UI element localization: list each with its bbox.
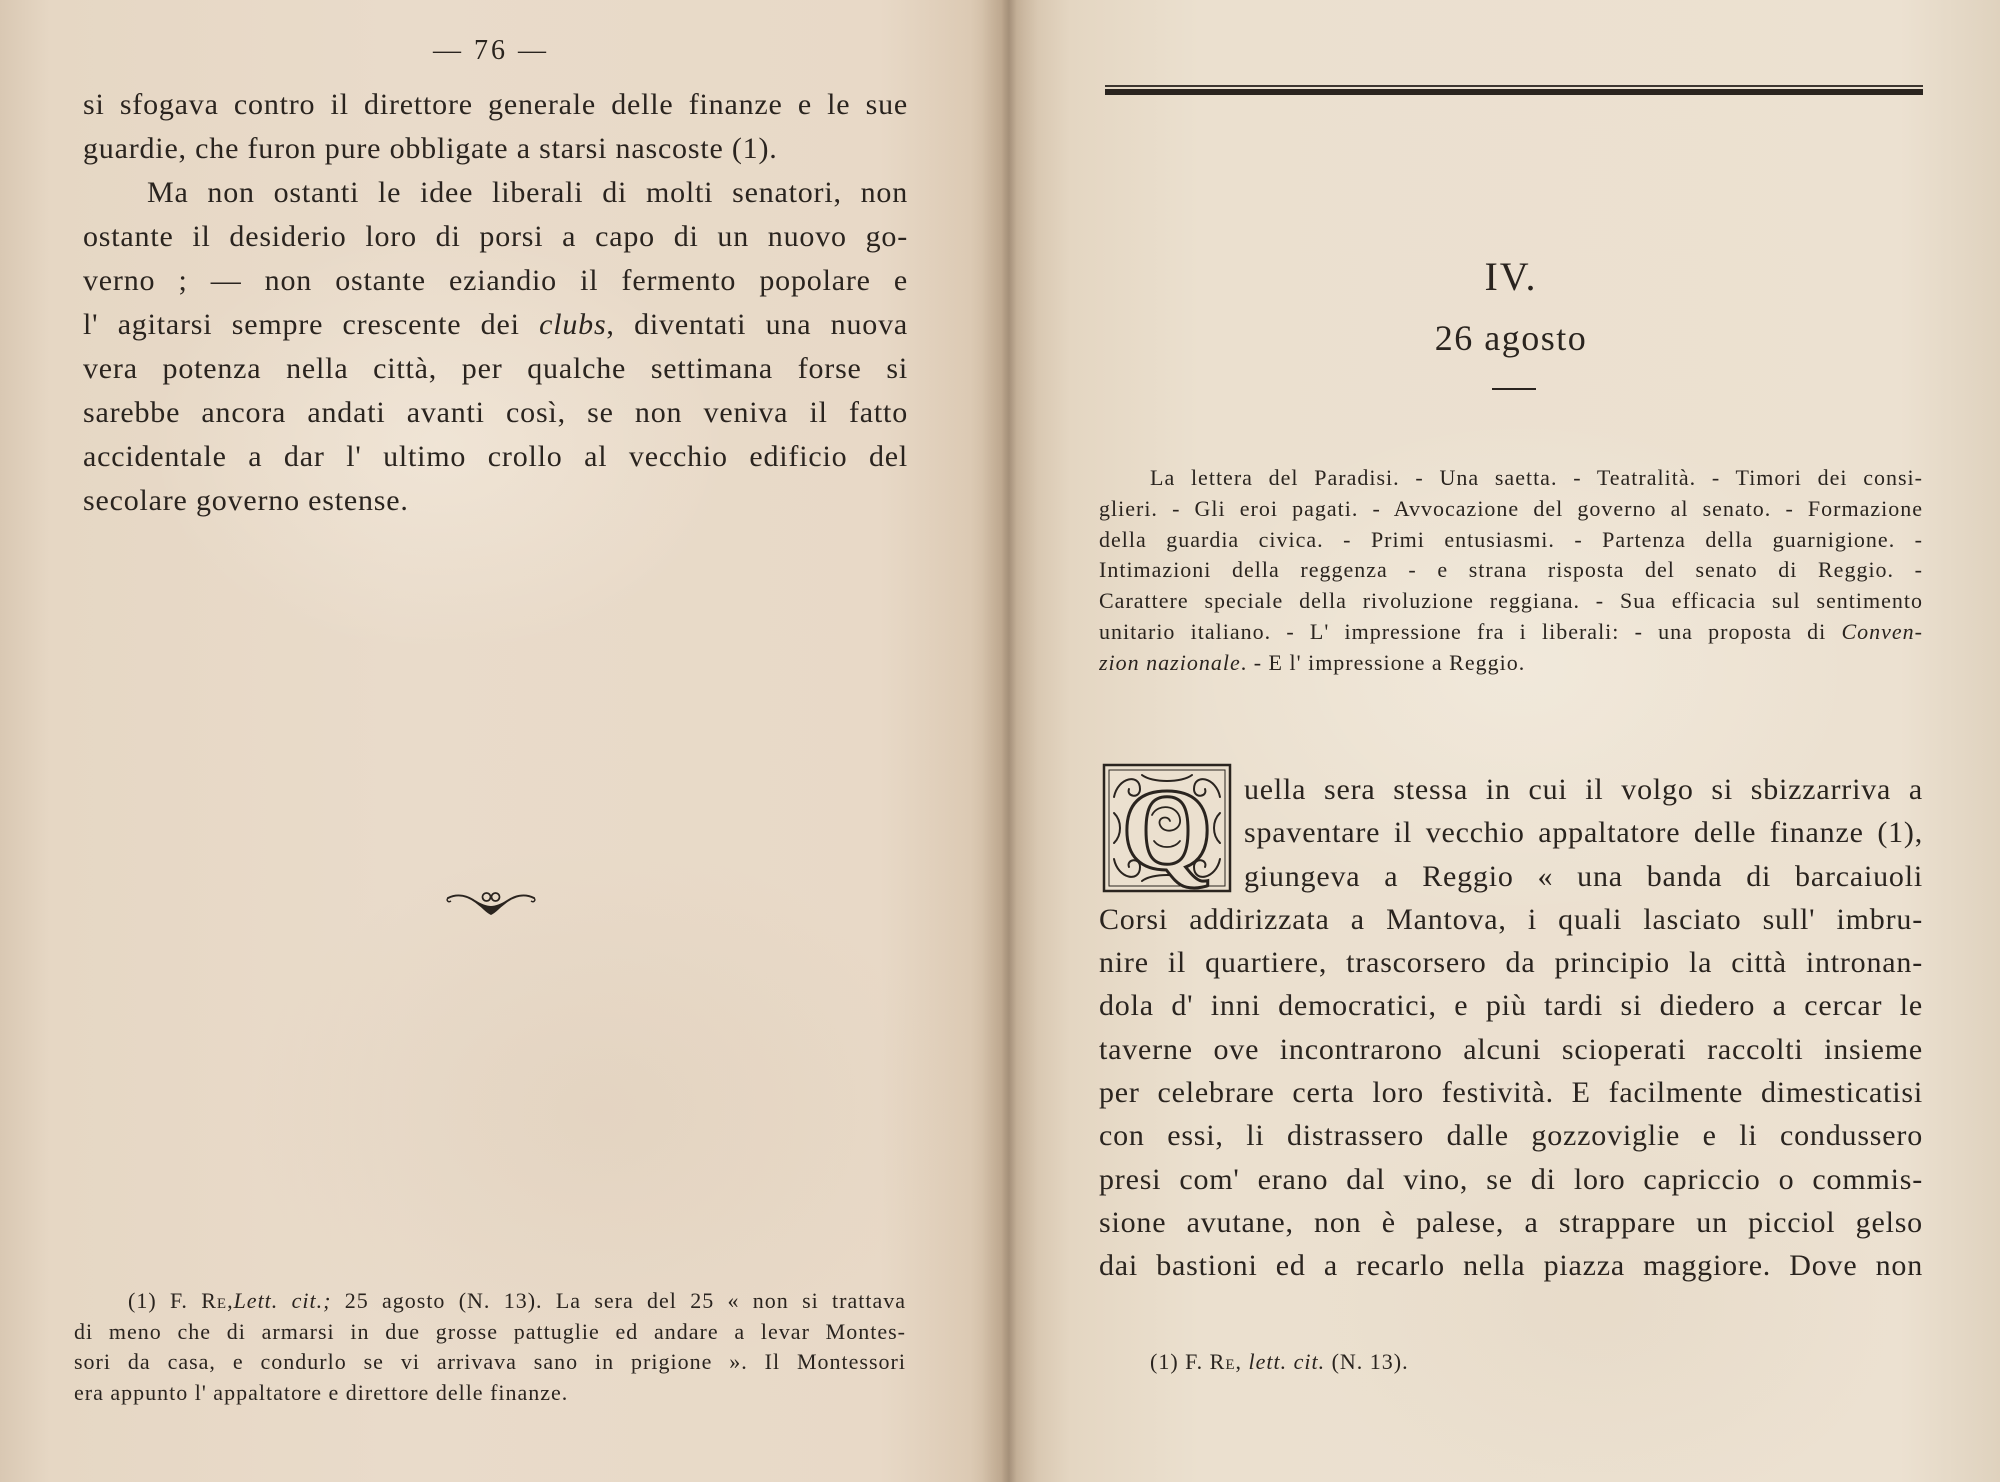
text-run: , diventati una nuova xyxy=(606,308,908,341)
body-line xyxy=(83,83,908,127)
title-rule xyxy=(1492,388,1536,390)
text-run: 25 agosto (N. 13). La sera del 25 « non si trattava xyxy=(331,1288,906,1313)
text-run: verno ; — non ostante eziandio il fermento popolare e xyxy=(83,264,908,297)
summary-line xyxy=(1099,463,1923,494)
body-line xyxy=(1099,1114,1923,1157)
right-page-footnote xyxy=(1150,1347,1650,1377)
text-run: per celebrare certa loro festività. E facilmente dimesticatisi xyxy=(1099,1076,1923,1110)
italic-run: clubs xyxy=(539,308,607,341)
body-line xyxy=(1099,984,1923,1027)
left-page-footnote xyxy=(74,1286,906,1408)
text-run: si sfogava contro il direttore generale delle finanze e le sue xyxy=(83,88,908,121)
left-page-body xyxy=(83,83,908,523)
page-gutter xyxy=(982,0,1038,1482)
text-run: , xyxy=(227,1288,234,1313)
drop-cap-letter: Q xyxy=(1121,764,1213,893)
text-run: La lettera del Paradisi. - Una saetta. - Teatralità. - Timori dei consi- xyxy=(1150,465,1923,490)
header-rule-thin xyxy=(1105,85,1923,87)
text-run: Ma non ostanti le idee liberali di molti senatori, non xyxy=(147,176,908,209)
body-line xyxy=(1099,1028,1923,1071)
text-run: dai bastioni ed a recarlo nella piazza maggiore. Dove non xyxy=(1099,1249,1923,1283)
body-line xyxy=(83,479,908,523)
body-line xyxy=(1099,1244,1923,1287)
body-line xyxy=(1099,1201,1923,1244)
text-run: taverne ove incontrarono alcuni scioperati raccolti insieme xyxy=(1099,1032,1923,1066)
summary-line xyxy=(1099,586,1923,617)
text-run: con essi, li distrassero dalle gozzoviglie e li condussero xyxy=(1099,1119,1923,1153)
text-run: dola d' inni democratici, e più tardi si diedero a cercar le xyxy=(1099,989,1923,1023)
italic-run: Lett. cit.; xyxy=(233,1288,332,1313)
text-run: Corsi addirizzata a Mantova, i quali lasciato sull' imbru- xyxy=(1099,902,1923,936)
text-run: accidentale a dar l' ultimo crollo al vecchio edificio del xyxy=(83,440,908,473)
page-number: — 76 — xyxy=(433,35,549,66)
text-run: sione avutane, non è palese, a strappare un picciol gelso xyxy=(1099,1205,1923,1239)
italic-run: lett. cit. xyxy=(1248,1349,1326,1374)
header-rule-thick xyxy=(1105,89,1923,95)
body-line xyxy=(83,259,908,303)
italic-run: zion nazionale xyxy=(1099,649,1241,675)
footnote-line xyxy=(74,1286,906,1317)
text-run: nire il quartiere, trascorsero da principio la città intronan- xyxy=(1099,946,1923,980)
chapter-summary xyxy=(1099,463,1923,679)
body-line xyxy=(83,391,908,435)
text-run: sarebbe ancora andati avanti così, se non veniva il fatto xyxy=(83,396,908,429)
body-line xyxy=(83,171,908,215)
body-line xyxy=(1099,855,1923,898)
text-run: Intimazioni della reggenza - e strana risposta del senato di Reggio. - xyxy=(1099,557,1923,583)
text-run: l' agitarsi sempre crescente dei xyxy=(83,308,540,341)
text-run: , xyxy=(1235,1349,1249,1374)
body-line xyxy=(1099,941,1923,984)
text-run: (1) F. xyxy=(1150,1349,1210,1374)
footnote-line xyxy=(74,1347,906,1378)
summary-line xyxy=(1099,494,1923,525)
text-run: giungeva a Reggio « una banda di barcaiuoli xyxy=(1244,859,1923,893)
text-run: (N. 13). xyxy=(1325,1349,1409,1374)
text-run: di meno che di armarsi in due grosse pattuglie ed andare a levar Montes- xyxy=(74,1318,906,1344)
body-line xyxy=(83,127,908,171)
text-run: guardie, che furon pure obbligate a starsi nascoste (1). xyxy=(83,132,778,165)
text-run: uella sera stessa in cui il volgo si sbizzarriva a xyxy=(1244,773,1923,806)
text-run: ostante il desiderio loro di porsi a capo di un nuovo go- xyxy=(83,220,908,253)
summary-line xyxy=(1099,555,1923,586)
text-run: era appunto l' appaltatore e direttore delle finanze. xyxy=(74,1379,569,1405)
fleuron-icon xyxy=(446,887,536,917)
body-line xyxy=(1099,898,1923,941)
body-line xyxy=(83,303,908,347)
chapter-number: IV. xyxy=(1484,254,1538,299)
text-run: unitario italiano. - L' impressione fra i liberali: - una proposta di xyxy=(1099,618,1842,644)
footnote-line xyxy=(74,1317,906,1348)
text-run: spaventare il vecchio appaltatore delle finanze (1), xyxy=(1244,816,1923,850)
body-line xyxy=(83,347,908,391)
body-line xyxy=(1099,1071,1923,1114)
summary-line xyxy=(1099,648,1923,679)
chapter-title: 26 agosto xyxy=(1434,318,1588,358)
text-run: sori da casa, e condurlo se vi arrivava sano in prigione ». Il Montessori xyxy=(74,1349,906,1375)
body-line xyxy=(83,435,908,479)
body-line xyxy=(83,215,908,259)
footnote-line xyxy=(74,1378,906,1409)
summary-line xyxy=(1099,525,1923,556)
text-run: . - E l' impressione a Reggio. xyxy=(1240,649,1526,675)
text-run: vera potenza nella città, per qualche settimana forse si xyxy=(83,352,908,385)
right-page-body xyxy=(1099,768,1923,1288)
summary-line xyxy=(1099,617,1923,648)
text-run: secolare governo estense. xyxy=(83,484,409,517)
text-run: (1) F. xyxy=(128,1288,202,1313)
author-name: Re xyxy=(201,1288,228,1313)
body-line xyxy=(1099,1158,1923,1201)
author-name: Re xyxy=(1209,1349,1236,1374)
text-run: della guardia civica. - Primi entusiasmi. - Partenza della guarnigione. - xyxy=(1099,526,1923,552)
italic-run: Conven- xyxy=(1841,618,1923,644)
body-line xyxy=(1099,768,1923,811)
text-run: glieri. - Gli eroi pagati. - Avvocazione del governo al senato. - Formazione xyxy=(1099,495,1923,521)
body-line xyxy=(1099,811,1923,854)
text-run: Carattere speciale della rivoluzione reggiana. - Sua efficacia sul sentimento xyxy=(1099,588,1923,614)
text-run: presi com' erano dal vino, se di loro capriccio o commis- xyxy=(1099,1162,1923,1196)
